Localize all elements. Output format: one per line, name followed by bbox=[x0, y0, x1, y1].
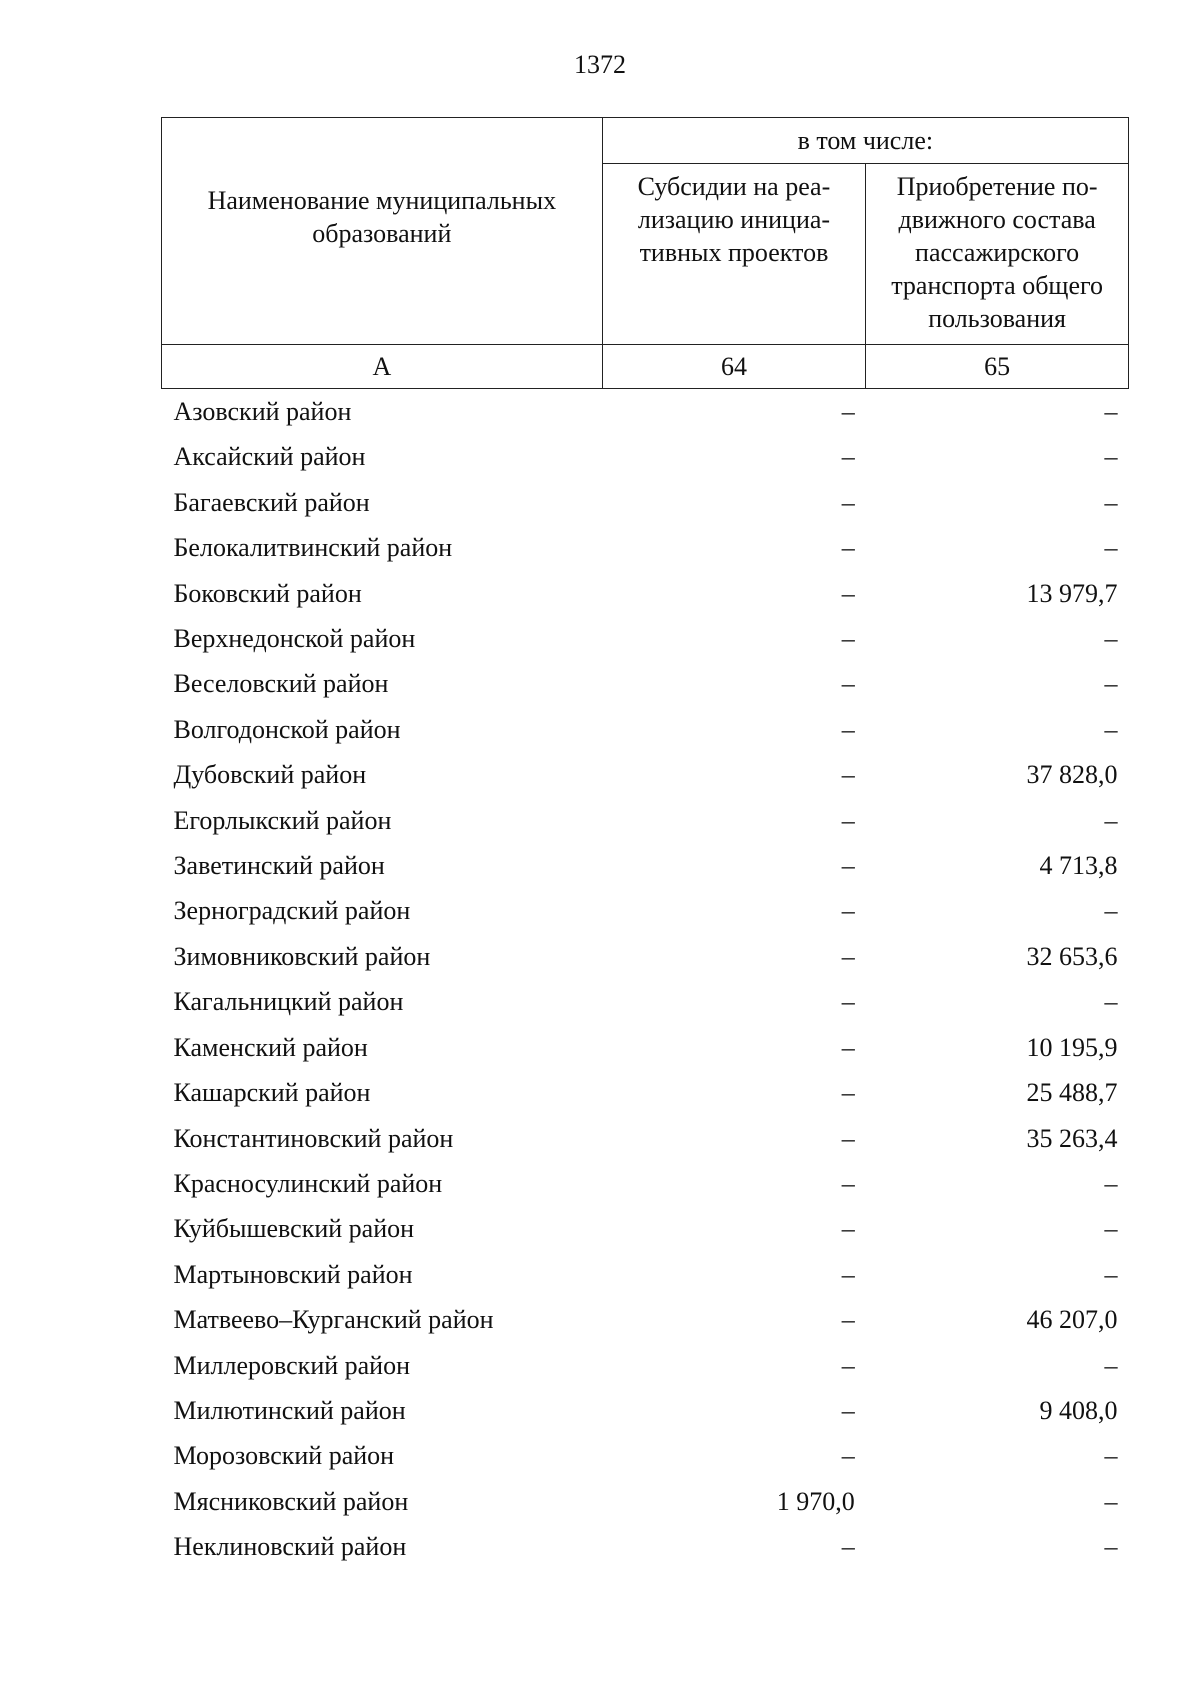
header-col65-line: Приобретение по- bbox=[896, 172, 1098, 201]
subsidy-initiative-value: – bbox=[841, 1168, 855, 1198]
table-row bbox=[162, 1252, 1129, 1297]
municipality-name: Зимовниковский район bbox=[173, 941, 431, 971]
transport-purchase-value: – bbox=[1104, 987, 1118, 1017]
table-row bbox=[162, 934, 1129, 979]
column-number-64: 64 bbox=[602, 345, 866, 389]
transport-purchase-value: – bbox=[1104, 669, 1118, 699]
header-including: в том числе: bbox=[602, 118, 1128, 164]
transport-purchase-value: – bbox=[1104, 714, 1118, 744]
municipality-name: Веселовский район bbox=[173, 669, 389, 699]
table-row bbox=[162, 389, 1129, 435]
subsidy-initiative-value: – bbox=[841, 669, 855, 699]
header-name-line: Наименование муниципальных bbox=[207, 186, 557, 215]
table-row bbox=[162, 434, 1129, 479]
transport-purchase-value: – bbox=[1104, 1259, 1118, 1289]
municipality-name: Азовский район bbox=[173, 397, 352, 426]
header-col64-line: Субсидии на реа- bbox=[637, 172, 831, 201]
transport-purchase-value: – bbox=[1104, 533, 1118, 563]
municipality-name: Кагальницкий район bbox=[173, 987, 404, 1017]
table-row bbox=[162, 661, 1129, 706]
table-row bbox=[162, 843, 1129, 888]
municipality-name: Константиновский район bbox=[173, 1123, 454, 1153]
transport-purchase-value: 9 408,0 bbox=[1039, 1395, 1118, 1425]
table-row bbox=[162, 979, 1129, 1024]
header-col65-line: транспорта общего bbox=[891, 271, 1104, 300]
municipality-name: Милютинский район bbox=[173, 1395, 406, 1425]
municipality-name: Матвеево–Курганский район bbox=[173, 1305, 494, 1335]
subsidy-initiative-value: – bbox=[841, 1078, 855, 1108]
column-number-65: 65 bbox=[866, 345, 1129, 389]
header-col65-line: движного состава bbox=[898, 205, 1096, 234]
transport-purchase-value: 10 195,9 bbox=[1026, 1032, 1118, 1062]
transport-purchase-value: – bbox=[1104, 487, 1118, 517]
transport-purchase-value: – bbox=[1104, 1168, 1118, 1198]
subsidy-initiative-value: – bbox=[841, 760, 855, 790]
municipality-name: Кашарский район bbox=[173, 1078, 371, 1108]
municipality-name: Верхнедонской район bbox=[173, 624, 416, 654]
transport-purchase-value: 13 979,7 bbox=[1026, 578, 1118, 608]
table-row bbox=[162, 1343, 1129, 1388]
subsidy-initiative-value: – bbox=[841, 1259, 855, 1289]
header-col64-line: лизацию инициа- bbox=[637, 205, 831, 234]
municipality-name: Каменский район bbox=[173, 1032, 368, 1062]
subsidy-initiative-value: – bbox=[841, 487, 855, 517]
municipality-name: Мясниковский район bbox=[173, 1486, 409, 1516]
budget-table bbox=[161, 117, 1129, 1570]
municipality-name: Заветинский район bbox=[173, 851, 385, 881]
transport-purchase-value: – bbox=[1104, 624, 1118, 654]
subsidy-initiative-value: – bbox=[841, 851, 855, 881]
transport-purchase-value: – bbox=[1104, 442, 1118, 472]
municipality-name: Красносулинский район bbox=[173, 1168, 443, 1198]
column-number-a: А bbox=[162, 345, 603, 389]
subsidy-initiative-value: – bbox=[841, 1395, 855, 1425]
page-number: 1372 bbox=[574, 50, 626, 79]
subsidy-initiative-value: – bbox=[841, 714, 855, 744]
subsidy-initiative-value: – bbox=[841, 397, 855, 426]
subsidy-initiative-value: – bbox=[841, 578, 855, 608]
municipality-name: Белокалитвинский район bbox=[173, 533, 453, 563]
municipality-name: Куйбышевский район bbox=[173, 1214, 415, 1244]
transport-purchase-value: – bbox=[1104, 896, 1118, 926]
table-body bbox=[162, 389, 1129, 1570]
transport-purchase-value: 46 207,0 bbox=[1026, 1305, 1118, 1335]
subsidy-initiative-value: 1 970,0 bbox=[776, 1486, 855, 1516]
subsidy-initiative-value: – bbox=[841, 1441, 855, 1471]
header-col64-line: тивных проектов bbox=[639, 238, 829, 267]
subsidy-initiative-value: – bbox=[841, 941, 855, 971]
transport-purchase-value: 25 488,7 bbox=[1026, 1078, 1118, 1108]
transport-purchase-value: – bbox=[1104, 1486, 1118, 1516]
table-row bbox=[162, 1206, 1129, 1251]
header-name-line: образований bbox=[312, 219, 452, 248]
municipality-name: Боковский район bbox=[173, 578, 362, 608]
subsidy-initiative-value: – bbox=[841, 1350, 855, 1380]
table-row bbox=[162, 571, 1129, 616]
table-row bbox=[162, 888, 1129, 933]
subsidy-initiative-value: – bbox=[841, 1214, 855, 1244]
table-header bbox=[162, 118, 1129, 389]
table-row bbox=[162, 1433, 1129, 1478]
transport-purchase-value: – bbox=[1104, 1214, 1118, 1244]
municipality-name: Мартыновский район bbox=[173, 1259, 413, 1289]
subsidy-initiative-value: – bbox=[841, 624, 855, 654]
table-row bbox=[162, 798, 1129, 843]
transport-purchase-value: – bbox=[1104, 1441, 1118, 1471]
municipality-name: Дубовский район bbox=[173, 760, 367, 790]
table-row bbox=[162, 525, 1129, 570]
table-row bbox=[162, 707, 1129, 752]
municipality-name: Аксайский район bbox=[173, 442, 366, 472]
header-col-65 bbox=[866, 164, 1129, 345]
table-row bbox=[162, 480, 1129, 525]
table-row bbox=[162, 616, 1129, 661]
header-col65-line: пассажирского bbox=[915, 238, 1080, 267]
table-row bbox=[162, 1388, 1129, 1433]
table-row bbox=[162, 1524, 1129, 1569]
transport-purchase-value: – bbox=[1104, 1350, 1118, 1380]
table-row bbox=[162, 1297, 1129, 1342]
subsidy-initiative-value: – bbox=[841, 1532, 855, 1562]
municipality-name: Волгодонской район bbox=[173, 714, 401, 744]
subsidy-initiative-value: – bbox=[841, 805, 855, 835]
subsidy-initiative-value: – bbox=[841, 1305, 855, 1335]
table-row bbox=[162, 1116, 1129, 1161]
subsidy-initiative-value: – bbox=[841, 1032, 855, 1062]
transport-purchase-value: – bbox=[1104, 805, 1118, 835]
subsidy-initiative-value: – bbox=[841, 896, 855, 926]
table-row bbox=[162, 1161, 1129, 1206]
table-row bbox=[162, 1025, 1129, 1070]
subsidy-initiative-value: – bbox=[841, 987, 855, 1017]
table-row bbox=[162, 1479, 1129, 1524]
header-col65-line: пользования bbox=[928, 304, 1067, 333]
transport-purchase-value: 37 828,0 bbox=[1026, 760, 1118, 790]
transport-purchase-value: 32 653,6 bbox=[1026, 941, 1118, 971]
subsidy-initiative-value: – bbox=[841, 1123, 855, 1153]
transport-purchase-value: – bbox=[1104, 1532, 1118, 1562]
subsidy-initiative-value: – bbox=[841, 442, 855, 472]
header-municipality-name bbox=[162, 118, 603, 345]
transport-purchase-value: – bbox=[1104, 397, 1118, 426]
municipality-name: Зерноградский район bbox=[173, 896, 411, 926]
table-row bbox=[162, 1070, 1129, 1115]
subsidy-initiative-value: – bbox=[841, 533, 855, 563]
header-col-64 bbox=[602, 164, 866, 345]
municipality-name: Егорлыкский район bbox=[173, 805, 392, 835]
municipality-name: Морозовский район bbox=[173, 1441, 395, 1471]
municipality-name: Неклиновский район bbox=[173, 1532, 407, 1562]
transport-purchase-value: 35 263,4 bbox=[1026, 1123, 1118, 1153]
municipality-name: Багаевский район bbox=[173, 487, 370, 517]
municipality-name: Миллеровский район bbox=[173, 1350, 411, 1380]
transport-purchase-value: 4 713,8 bbox=[1039, 851, 1118, 881]
table-row bbox=[162, 752, 1129, 797]
